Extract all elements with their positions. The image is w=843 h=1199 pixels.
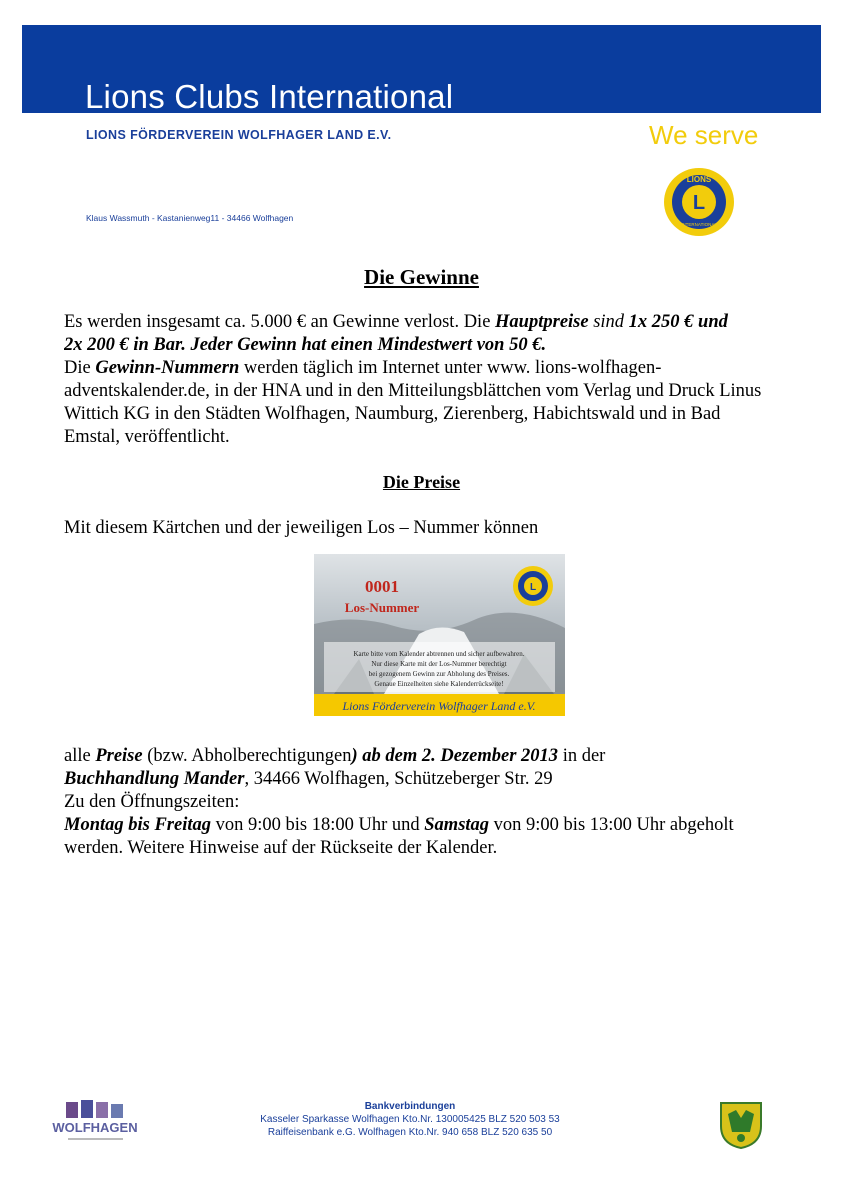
card-number: 0001 [365,577,399,596]
club-subtitle: LIONS FÖRDERVEREIN WOLFHAGER LAND E.V. [86,128,392,142]
heading-die-preise: Die Preise [382,472,461,492]
wolfhagen-logo [48,1098,143,1146]
gewinne-paragraph [64,311,824,449]
page-title: Lions Clubs International [85,78,454,115]
card-text-1: Karte bitte vom Kalender abtrennen und sicher aufbewahren. [353,650,525,658]
gewinne-line-5: Wittich KG in den Städten Wolfhagen, Naumburg, Zierenberg, Habichtswald und in Bad [64,404,721,424]
preise-intro-line: Mit diesem Kärtchen und der jeweiligen Los – Nummer können [64,518,539,538]
lottery-card-image [314,554,565,716]
gewinne-line-4: adventskalender.de, in der HNA und in den Mitteilungsblättchen vom Verlag und Druck Linus [64,381,762,401]
logo-text: LIONS [686,175,712,184]
card-footer: Lions Förderverein Wolfhager Land e.V. [342,699,536,713]
abholung-line-1: alle Preise (bzw. Abholberechtigungen) ab dem 2. Dezember 2013 in der [64,746,606,766]
abholung-line-5: werden. Weitere Hinweise auf der Rückseite der Kalender. [64,838,498,858]
bank-details [180,1100,640,1139]
town-crest-icon [718,1100,764,1150]
card-text-2: Nur diese Karte mit der Los-Nummer berechtigt [371,660,507,668]
abholung-paragraph [64,745,824,860]
card-label: Los-Nummer [344,600,420,615]
gewinne-line-2: 2x 200 € in Bar. Jeder Gewinn hat einen Mindestwert von 50 €. [64,335,547,355]
town-logo-text: WOLFHAGEN [52,1120,138,1135]
bank-title: Bankverbindungen [364,1101,456,1112]
lions-logo [661,166,737,238]
card-text-3: bei gezogenem Gewinn zur Abholung des Preises. [368,670,510,678]
gewinne-line-3: Die Gewinn-Nummern werden täglich im Internet unter www. lions-wolfhagen- [64,358,662,378]
abholung-line-3: Zu den Öffnungszeiten: [64,792,240,812]
abholung-line-4: Montag bis Freitag von 9:00 bis 18:00 Uhr und Samstag von 9:00 bis 13:00 Uhr abgeholt [64,815,734,835]
gewinne-line-1: Es werden insgesamt ca. 5.000 € an Gewinne verlost. Die Hauptpreise sind 1x 250 € und [64,312,728,332]
card-text-4: Genaue Einzelheiten siehe Kalenderrückseite! [374,680,504,688]
logo-ring-text: INTERNATIONAL [681,222,717,227]
logo-letter: L [692,192,706,214]
slogan: We serve [649,120,759,150]
abholung-line-2: Buchhandlung Mander, 34466 Wolfhagen, Schützeberger Str. 29 [64,769,553,789]
bank-line-1: Kasseler Sparkasse Wolfhagen Kto.Nr. 130005425 BLZ 520 503 53 [260,1114,560,1125]
preise-intro [64,517,824,540]
heading-die-gewinne: Die Gewinne [364,265,479,289]
svg-text:L: L [529,582,537,593]
bank-line-2: Raiffeisenbank e.G. Wolfhagen Kto.Nr. 940 658 BLZ 520 635 50 [267,1127,553,1138]
sender-address: Klaus Wassmuth - Kastanienweg11 - 34466 Wolfhagen [86,213,294,223]
card-lions-logo [513,566,553,606]
gewinne-line-6: Emstal, veröffentlicht. [64,427,230,447]
